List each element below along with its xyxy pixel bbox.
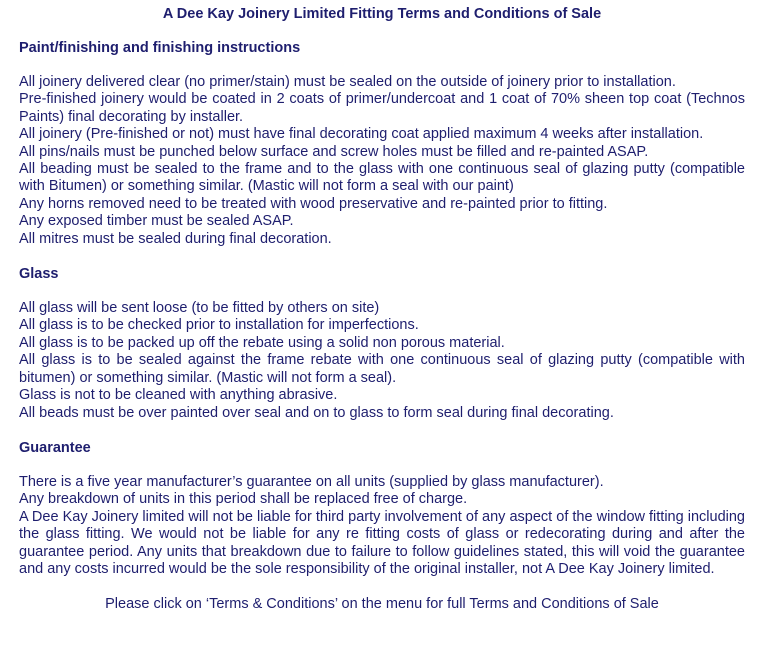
- paragraph-line: There is a five year manufacturer’s guarantee on all units (supplied by glass manufacturer).: [19, 473, 604, 490]
- paragraph-line: All joinery (Pre-finished or not) must have final decorating coat applied maximum 4 weeks after installation.: [19, 126, 704, 143]
- paragraph-line: All glass is to be packed up off the rebate using a solid non porous material.: [19, 334, 505, 351]
- section-guarantee: [19, 439, 745, 578]
- paragraph-line: All mitres must be sealed during final decoration.: [19, 230, 332, 247]
- paragraph-line: All beads must be over painted over seal and on to glass to form seal during final decorating.: [19, 404, 614, 421]
- page-title: A Dee Kay Joinery Limited Fitting Terms and Conditions of Sale: [162, 6, 602, 22]
- section-heading: Guarantee: [19, 439, 91, 456]
- paragraph-line: Pre-finished joinery would be coated in 2 coats of primer/undercoat and 1 coat of 70% sheen top coat (Technos Paints) final decorating by installer.: [19, 91, 745, 125]
- paragraph-line: A Dee Kay Joinery limited will not be liable for third party involvement of any aspect of the window fitting including the glass fitting. We would not be liable for any re fitting costs of glass or redecorating during and after the guarantee period. Any units that breakdown due to failure to follow guidelines stated, this will void the guarantee and any costs incurred would be the sole responsibility of the original installer, not A Dee Kay Joinery limited.: [19, 508, 745, 577]
- section-paint-finishing: [19, 39, 745, 248]
- paragraph-line: All beading must be sealed to the frame and to the glass with one continuous seal of glazing putty (compatible with Bitumen) or something similar. (Mastic will not form a seal with our paint): [19, 161, 745, 195]
- paragraph-line: Any breakdown of units in this period shall be replaced free of charge.: [19, 491, 468, 508]
- section-heading: Paint/finishing and finishing instructions: [19, 40, 301, 56]
- footer-note: Please click on ‘Terms & Conditions’ on the menu for full Terms and Conditions of Sale: [105, 596, 659, 613]
- paragraph-line: All glass is to be sealed against the frame rebate with one continuous seal of glazing putty (compatible with bitumen) or something similar. (Mastic will not form a seal).: [19, 352, 745, 386]
- section-glass: [19, 265, 745, 422]
- paragraph-line: All joinery delivered clear (no primer/stain) must be sealed on the outside of joinery prior to installation.: [19, 74, 676, 90]
- paragraph-line: Any horns removed need to be treated with wood preservative and re-painted prior to fitting.: [19, 195, 608, 212]
- paragraph-line: Any exposed timber must be sealed ASAP.: [19, 213, 294, 230]
- paragraph-line: All pins/nails must be punched below surface and screw holes must be filled and re-painted ASAP.: [19, 143, 649, 160]
- paragraph-line: All glass will be sent loose (to be fitted by others on site): [19, 300, 380, 317]
- paragraph-line: All glass is to be checked prior to installation for imperfections.: [19, 317, 419, 334]
- section-heading: Glass: [19, 266, 59, 283]
- paragraph-line: Glass is not to be cleaned with anything abrasive.: [19, 387, 338, 404]
